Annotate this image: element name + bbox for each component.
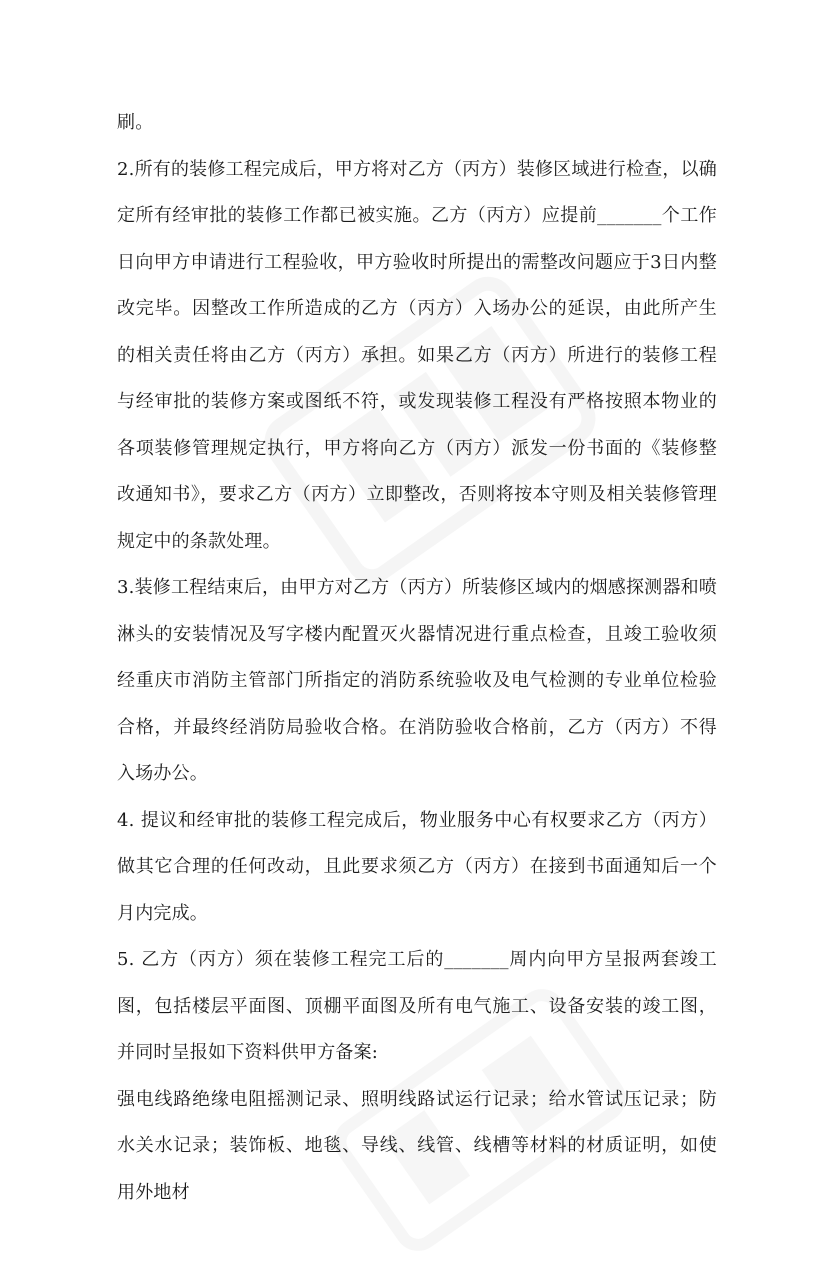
paragraph-clause-5: 5. 乙方（丙方）须在装修工程完工后的_______周内向甲方呈报两套竣工图，包括楼层平面图、顶棚平面图及所有电气施工、设备安装的竣工图，并同时呈报如下资料供甲方备案: <box>117 949 717 1063</box>
document-body <box>117 100 717 1216</box>
paragraph-continuation: 刷。 <box>117 112 154 133</box>
paragraph-clause-4: 4. 提议和经审批的装修工程完成后，物业服务中心有权要求乙方（丙方）做其它合理的任何改动，且此要求须乙方（丙方）在接到书面通知后一个月内完成。 <box>117 809 717 924</box>
paragraph-clause-2: 2.所有的装修工程完成后，甲方将对乙方（丙方）装修区域进行检查，以确定所有经审批的装修工作都已被实施。乙方（丙方）应提前_______个工作日向甲方申请进行工程验收，甲方验收时所提出的需整改问题应于3日内整改完毕。因整改工作所造成的乙方（丙方）入场办公的延误，由此所产生的相关责任将由乙方（丙方）承担。如果乙方（丙方）所进行的装修工程与经审批的装修方案或图纸不符，或发现装修工程没有严格按照本物业的各项装修管理规定执行，甲方将向乙方（丙方）派发一份书面的《装修整改通知书》，要求乙方（丙方）立即整改，否则将按本守则及相关装修管理规定中的条款处理。 <box>117 158 717 552</box>
paragraph-records-list: 强电线路绝缘电阻摇测记录、照明线路试运行记录；给水管试压记录；防水关水记录；装饰板、地毯、导线、线管、线槽等材料的材质证明，如使用外地材 <box>117 1088 717 1203</box>
paragraph-clause-3: 3.装修工程结束后，由甲方对乙方（丙方）所装修区域内的烟感探测器和喷淋头的安装情况及写字楼内配置灭火器情况进行重点检查，且竣工验收须经重庆市消防主管部门所指定的消防系统验收及电气检测的专业单位检验合格，并最终经消防局验收合格。在消防验收合格前，乙方（丙方）不得入场办公。 <box>117 577 717 784</box>
